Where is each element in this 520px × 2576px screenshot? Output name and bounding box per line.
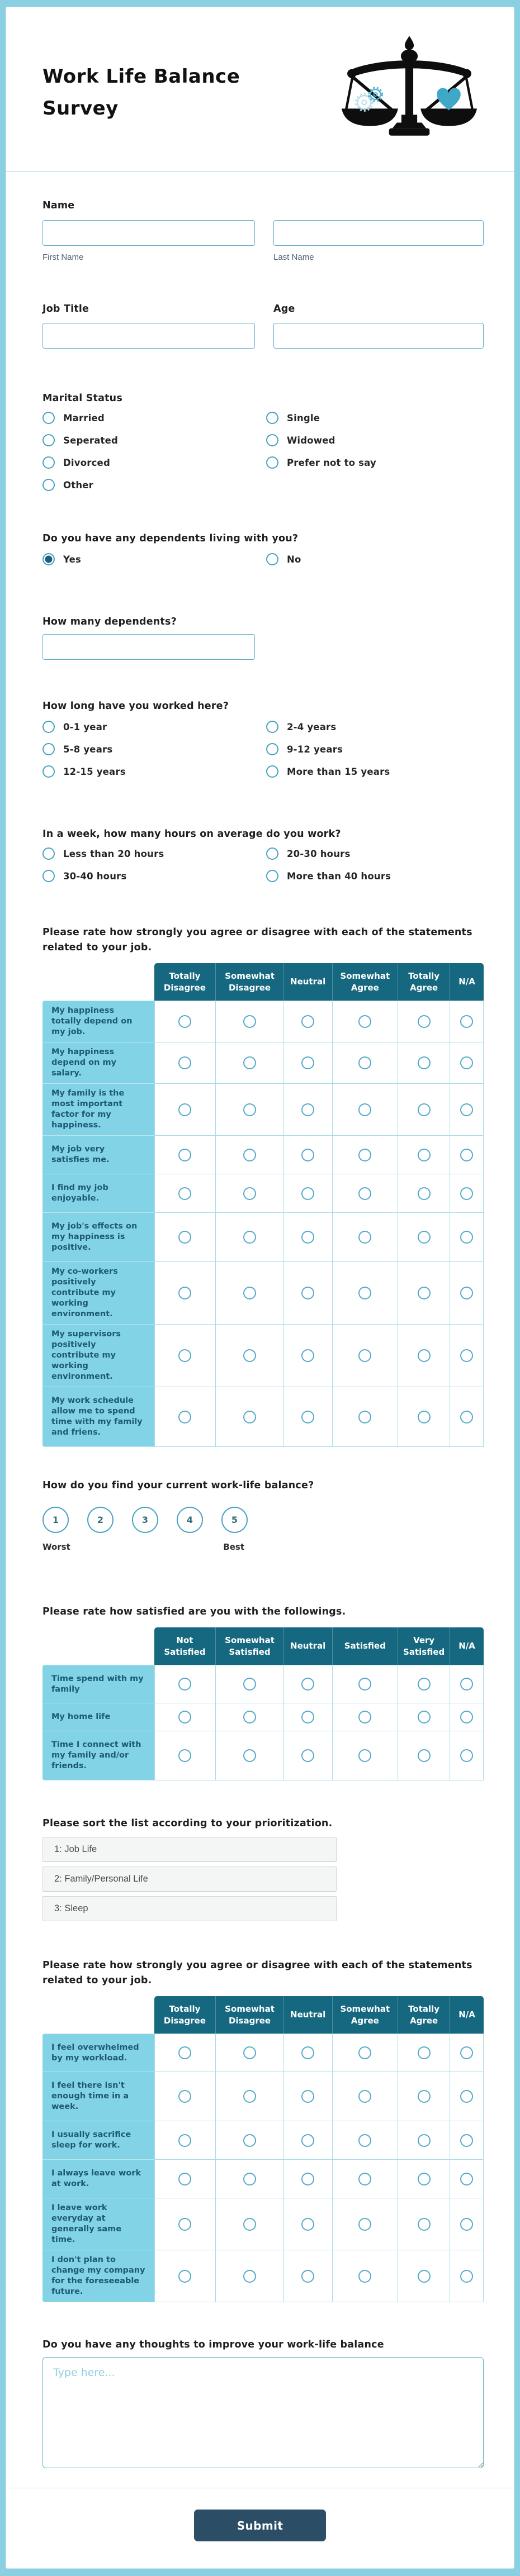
column-header: Very Satisfied: [398, 1627, 450, 1665]
row-label: My job's effects on my happiness is positive.: [42, 1213, 154, 1262]
radio-icon[interactable]: [418, 1411, 431, 1423]
radio-icon[interactable]: [266, 847, 278, 860]
radio-icon[interactable]: [178, 1411, 191, 1423]
radio-icon[interactable]: [358, 1231, 371, 1244]
radio-icon[interactable]: [358, 1103, 371, 1116]
radio-icon[interactable]: [178, 2270, 191, 2283]
radio-icon[interactable]: [358, 1187, 371, 1200]
last-name-sublabel: Last Name: [273, 253, 314, 262]
radio-icon[interactable]: [243, 1015, 256, 1028]
rating-scale: [42, 1507, 484, 1533]
radio-icon[interactable]: [266, 553, 278, 565]
row-label: My happiness totally depend on my job.: [42, 1001, 154, 1042]
dependents-count-block: [42, 615, 484, 660]
row-label: Time I connect with my family and/or friends.: [42, 1731, 154, 1780]
radio-icon[interactable]: [243, 1187, 256, 1200]
radio-icon[interactable]: [358, 1749, 371, 1762]
radio-icon[interactable]: [460, 1015, 473, 1028]
table-row: [42, 1174, 484, 1213]
column-header: Somewhat Satisfied: [215, 1627, 283, 1665]
radio-icon[interactable]: [301, 2173, 314, 2185]
radio-icon[interactable]: [178, 1149, 191, 1161]
table-row: [42, 1042, 484, 1084]
radio-icon[interactable]: [243, 1103, 256, 1116]
marital-status-label: Marital Status: [42, 393, 122, 404]
radio-icon[interactable]: [243, 2218, 256, 2231]
radio-icon[interactable]: [301, 1103, 314, 1116]
radio-option-12-15-years[interactable]: 12-15 years: [42, 765, 266, 778]
radio-icon[interactable]: [301, 1349, 314, 1362]
radio-icon[interactable]: [266, 721, 278, 733]
row-label: My work schedule allow me to spend time with my family and friens.: [42, 1387, 154, 1447]
radio-icon[interactable]: [418, 1749, 431, 1762]
age-label: Age: [273, 303, 295, 315]
tenure-block: [42, 699, 484, 778]
radio-icon[interactable]: [301, 2218, 314, 2231]
column-header: Not Satisfied: [154, 1627, 216, 1665]
weekly-hours-label: In a week, how many hours on average do you work?: [42, 828, 341, 840]
radio-icon[interactable]: [301, 2134, 314, 2147]
radio-icon[interactable]: [358, 1056, 371, 1069]
job-agreement-table: [42, 963, 484, 1447]
radio-icon[interactable]: [418, 2090, 431, 2103]
radio-icon[interactable]: [418, 2046, 431, 2059]
job-age-block: [42, 302, 484, 349]
radio-icon[interactable]: [266, 412, 278, 424]
page-title: Work Life Balance Survey: [42, 65, 240, 120]
radio-icon[interactable]: [178, 1015, 191, 1028]
radio-icon[interactable]: [418, 1103, 431, 1116]
radio-icon[interactable]: [243, 2173, 256, 2185]
radio-icon[interactable]: [178, 1187, 191, 1200]
table-row: [42, 1001, 484, 1042]
table-row: [42, 2198, 484, 2250]
radio-icon[interactable]: [178, 1103, 191, 1116]
radio-option-9-12-years[interactable]: 9-12 years: [266, 743, 484, 755]
row-label: I feel overwhelmed by my workload.: [42, 2034, 154, 2072]
radio-icon[interactable]: [460, 1149, 473, 1161]
column-header: Totally Disagree: [154, 963, 216, 1001]
radio-icon[interactable]: [301, 1287, 314, 1299]
radio-icon[interactable]: [418, 1678, 431, 1691]
table-row: [42, 1703, 484, 1731]
table-row: [42, 2034, 484, 2072]
radio-icon[interactable]: [243, 2090, 256, 2103]
radio-icon[interactable]: [460, 2090, 473, 2103]
radio-option-no[interactable]: No: [266, 553, 484, 565]
radio-icon[interactable]: [42, 479, 55, 491]
name-field-block: [42, 199, 484, 263]
column-header: N/A: [450, 1627, 484, 1665]
radio-icon[interactable]: [42, 847, 55, 860]
table-row: [42, 1731, 484, 1780]
balance-scale-logo-icon: [342, 34, 477, 139]
table-row: [42, 1213, 484, 1262]
radio-icon[interactable]: [301, 1749, 314, 1762]
radio-icon[interactable]: [418, 1287, 431, 1299]
radio-icon[interactable]: [460, 2134, 473, 2147]
row-label: I always leave work at work.: [42, 2160, 154, 2198]
radio-icon[interactable]: [301, 1711, 314, 1723]
form-body: [6, 172, 514, 2488]
radio-icon[interactable]: [418, 2218, 431, 2231]
name-label: Name: [42, 200, 75, 211]
table-row: [42, 2121, 484, 2160]
scale-option-5[interactable]: 5: [221, 1507, 248, 1533]
radio-icon[interactable]: [178, 2173, 191, 2185]
radio-option-20-30-hours[interactable]: 20-30 hours: [266, 847, 484, 860]
radio-icon[interactable]: [418, 1349, 431, 1362]
radio-icon[interactable]: [418, 1187, 431, 1200]
radio-icon[interactable]: [460, 1287, 473, 1299]
prioritization-block: [42, 1817, 484, 1921]
radio-option-30-40-hours[interactable]: 30-40 hours: [42, 870, 266, 882]
column-header: Somewhat Agree: [332, 963, 398, 1001]
radio-icon[interactable]: [301, 1411, 314, 1423]
radio-icon[interactable]: [42, 870, 55, 882]
worklife-agreement-intro: Please rate how strongly you agree or disagree with each of the statements related to your job.: [42, 1960, 472, 1986]
thoughts-label: Do you have any thoughts to improve your work-life balance: [42, 2339, 384, 2350]
radio-icon[interactable]: [358, 1149, 371, 1161]
radio-icon[interactable]: [358, 2134, 371, 2147]
row-label: I leave work everyday at generally same time.: [42, 2198, 154, 2250]
radio-icon[interactable]: [243, 2046, 256, 2059]
balance-rating-label: How do you find your current work-life balance?: [42, 1480, 314, 1491]
radio-icon[interactable]: [460, 1187, 473, 1200]
table-row: [42, 1387, 484, 1447]
radio-option-prefer-not-to-say[interactable]: Prefer not to say: [266, 456, 484, 469]
table-row: [42, 2250, 484, 2302]
radio-icon[interactable]: [243, 1149, 256, 1161]
column-header: Totally Disagree: [154, 1996, 216, 2034]
table-row: [42, 1325, 484, 1387]
weekly-hours-block: [42, 827, 484, 882]
balance-rating-block: [42, 1479, 484, 1552]
radio-icon[interactable]: [266, 434, 278, 446]
job-title-label: Job Title: [42, 303, 89, 315]
radio-icon[interactable]: [178, 2218, 191, 2231]
row-label: My family is the most important factor for my happiness.: [42, 1084, 154, 1136]
radio-icon[interactable]: [301, 1187, 314, 1200]
tenure-label: How long have you worked here?: [42, 701, 229, 712]
radio-icon[interactable]: [460, 1056, 473, 1069]
radio-option-single[interactable]: Single: [266, 412, 484, 424]
scale-option-4[interactable]: 4: [177, 1507, 203, 1533]
radio-icon[interactable]: [460, 1749, 473, 1762]
radio-icon[interactable]: [460, 1349, 473, 1362]
radio-option-divorced[interactable]: Divorced: [42, 456, 266, 469]
radio-icon[interactable]: [42, 434, 55, 446]
job-agreement-block: [42, 925, 484, 1447]
scale-max-label: Best: [223, 1542, 244, 1552]
radio-icon[interactable]: [460, 1711, 473, 1723]
radio-option-yes[interactable]: Yes: [42, 553, 266, 565]
row-label: My job very satisfies me.: [42, 1136, 154, 1174]
radio-icon[interactable]: [243, 1287, 256, 1299]
table-row: [42, 1262, 484, 1325]
thoughts-block: [42, 2338, 484, 2470]
radio-option-less-than-20-hours[interactable]: Less than 20 hours: [42, 847, 266, 860]
dependents-count-label: How many dependents?: [42, 616, 177, 627]
radio-icon[interactable]: [42, 456, 55, 469]
radio-icon[interactable]: [358, 1711, 371, 1723]
table-row: [42, 2072, 484, 2121]
radio-icon[interactable]: [358, 1678, 371, 1691]
radio-icon[interactable]: [301, 1678, 314, 1691]
table-row: [42, 1665, 484, 1703]
sort-item-family-personal-life[interactable]: 2: Family/Personal Life: [42, 1866, 337, 1892]
radio-selected-icon[interactable]: [42, 553, 55, 565]
last-name-input[interactable]: [273, 220, 484, 246]
column-header: N/A: [450, 963, 484, 1001]
radio-icon[interactable]: [301, 1149, 314, 1161]
radio-icon[interactable]: [243, 1349, 256, 1362]
radio-icon[interactable]: [243, 2270, 256, 2283]
prioritization-label: Please sort the list according to your prioritization.: [42, 1818, 333, 1829]
radio-option-2-4-years[interactable]: 2-4 years: [266, 721, 484, 733]
radio-icon[interactable]: [178, 2090, 191, 2103]
radio-icon[interactable]: [418, 1056, 431, 1069]
radio-icon[interactable]: [243, 1231, 256, 1244]
form-footer: [6, 2488, 514, 2568]
column-header: Somewhat Agree: [332, 1996, 398, 2034]
column-header: Totally Agree: [398, 1996, 450, 2034]
radio-icon[interactable]: [460, 1411, 473, 1423]
radio-icon[interactable]: [301, 2046, 314, 2059]
radio-icon[interactable]: [301, 1015, 314, 1028]
radio-icon[interactable]: [460, 1678, 473, 1691]
row-label: I usually sacrifice sleep for work.: [42, 2121, 154, 2160]
radio-icon[interactable]: [42, 412, 55, 424]
column-header: Neutral: [283, 1996, 332, 2034]
worklife-agreement-block: [42, 1958, 484, 2302]
radio-icon[interactable]: [243, 1411, 256, 1423]
column-header: Neutral: [283, 1627, 332, 1665]
radio-icon[interactable]: [301, 2270, 314, 2283]
radio-icon[interactable]: [358, 2218, 371, 2231]
row-label: I don't plan to change my company for the foreseeable future.: [42, 2250, 154, 2302]
job-agreement-intro: Please rate how strongly you agree or disagree with each of the statements related to your job.: [42, 927, 472, 953]
radio-icon[interactable]: [358, 2046, 371, 2059]
radio-icon[interactable]: [243, 1678, 256, 1691]
row-label: Time spend with my family: [42, 1665, 154, 1703]
satisfaction-table: [42, 1627, 484, 1780]
radio-icon[interactable]: [418, 1015, 431, 1028]
radio-icon[interactable]: [358, 2173, 371, 2185]
radio-option-married[interactable]: Married: [42, 412, 266, 424]
radio-icon[interactable]: [460, 2218, 473, 2231]
first-name-input[interactable]: [42, 220, 255, 246]
radio-icon[interactable]: [243, 1056, 256, 1069]
radio-icon[interactable]: [42, 743, 55, 755]
submit-button[interactable]: Submit: [194, 2510, 326, 2541]
radio-icon[interactable]: [358, 2270, 371, 2283]
scale-min-label: Worst: [42, 1542, 70, 1552]
satisfaction-block: [42, 1604, 484, 1780]
column-header: Totally Agree: [398, 963, 450, 1001]
marital-status-block: [42, 392, 484, 491]
radio-icon[interactable]: [460, 2173, 473, 2185]
radio-option-seperated[interactable]: Seperated: [42, 434, 266, 446]
dependents-label: Do you have any dependents living with you?: [42, 533, 299, 544]
radio-icon[interactable]: [358, 2090, 371, 2103]
radio-option-more-than-40-hours[interactable]: More than 40 hours: [266, 870, 484, 882]
sort-item-job-life[interactable]: 1: Job Life: [42, 1837, 337, 1862]
dependents-block: [42, 532, 484, 565]
table-row: [42, 1136, 484, 1174]
radio-icon[interactable]: [178, 1749, 191, 1762]
radio-option-other[interactable]: Other: [42, 479, 266, 491]
radio-icon[interactable]: [460, 2270, 473, 2283]
sort-item-sleep[interactable]: 3: Sleep: [42, 1896, 337, 1921]
radio-icon[interactable]: [243, 1749, 256, 1762]
radio-icon[interactable]: [358, 1015, 371, 1028]
row-label: My co-workers positively contribute my working environment.: [42, 1262, 154, 1325]
thoughts-textarea[interactable]: [42, 2357, 484, 2468]
column-header: N/A: [450, 1996, 484, 2034]
scale-option-2[interactable]: 2: [87, 1507, 114, 1533]
radio-icon[interactable]: [358, 1349, 371, 1362]
radio-icon[interactable]: [178, 2134, 191, 2147]
radio-option-0-1-year[interactable]: 0-1 year: [42, 721, 266, 733]
radio-icon[interactable]: [460, 1103, 473, 1116]
row-label: My supervisors positively contribute my working environment.: [42, 1325, 154, 1387]
radio-option-5-8-years[interactable]: 5-8 years: [42, 743, 266, 755]
radio-icon[interactable]: [178, 1349, 191, 1362]
radio-icon[interactable]: [418, 2134, 431, 2147]
radio-icon[interactable]: [358, 1287, 371, 1299]
sortable-list: [42, 1837, 484, 1921]
radio-icon[interactable]: [418, 1231, 431, 1244]
job-title-input[interactable]: [42, 323, 255, 349]
row-label: My home life: [42, 1703, 154, 1731]
dependents-count-input[interactable]: [42, 634, 255, 660]
row-label: My happiness depend on my salary.: [42, 1042, 154, 1084]
table-row: [42, 2160, 484, 2198]
scale-option-3[interactable]: 3: [132, 1507, 158, 1533]
column-header: Neutral: [283, 963, 332, 1001]
row-label: I feel there isn't enough time in a week.: [42, 2072, 154, 2121]
radio-icon[interactable]: [178, 1711, 191, 1723]
radio-icon[interactable]: [358, 1411, 371, 1423]
radio-icon[interactable]: [266, 765, 278, 778]
radio-icon[interactable]: [178, 1231, 191, 1244]
radio-icon[interactable]: [460, 1231, 473, 1244]
first-name-sublabel: First Name: [42, 253, 84, 262]
radio-icon[interactable]: [243, 2134, 256, 2147]
radio-icon[interactable]: [301, 1231, 314, 1244]
satisfaction-intro: Please rate how satisfied are you with the followings.: [42, 1606, 346, 1617]
radio-icon[interactable]: [460, 2046, 473, 2059]
radio-icon[interactable]: [42, 765, 55, 778]
survey-card: [6, 7, 514, 2569]
radio-icon[interactable]: [178, 1678, 191, 1691]
radio-icon[interactable]: [243, 1711, 256, 1723]
scale-option-1[interactable]: 1: [42, 1507, 69, 1533]
radio-icon[interactable]: [418, 2270, 431, 2283]
survey-header: [6, 7, 514, 171]
column-header: Somewhat Disagree: [215, 1996, 283, 2034]
radio-icon[interactable]: [42, 721, 55, 733]
radio-icon[interactable]: [178, 1056, 191, 1069]
column-header: Satisfied: [332, 1627, 398, 1665]
radio-icon[interactable]: [301, 1056, 314, 1069]
worklife-agreement-table: [42, 1996, 484, 2302]
radio-icon[interactable]: [418, 1711, 431, 1723]
radio-icon[interactable]: [418, 2173, 431, 2185]
age-input[interactable]: [273, 323, 484, 349]
radio-icon[interactable]: [266, 870, 278, 882]
radio-icon[interactable]: [418, 1149, 431, 1161]
radio-option-more-than-15-years[interactable]: More than 15 years: [266, 765, 484, 778]
radio-icon[interactable]: [301, 2090, 314, 2103]
radio-icon[interactable]: [178, 2046, 191, 2059]
row-label: I find my job enjoyable.: [42, 1174, 154, 1213]
table-row: [42, 1084, 484, 1136]
column-header: Somewhat Disagree: [215, 963, 283, 1001]
radio-icon[interactable]: [266, 456, 278, 469]
radio-option-widowed[interactable]: Widowed: [266, 434, 484, 446]
radio-icon[interactable]: [266, 743, 278, 755]
radio-icon[interactable]: [178, 1287, 191, 1299]
